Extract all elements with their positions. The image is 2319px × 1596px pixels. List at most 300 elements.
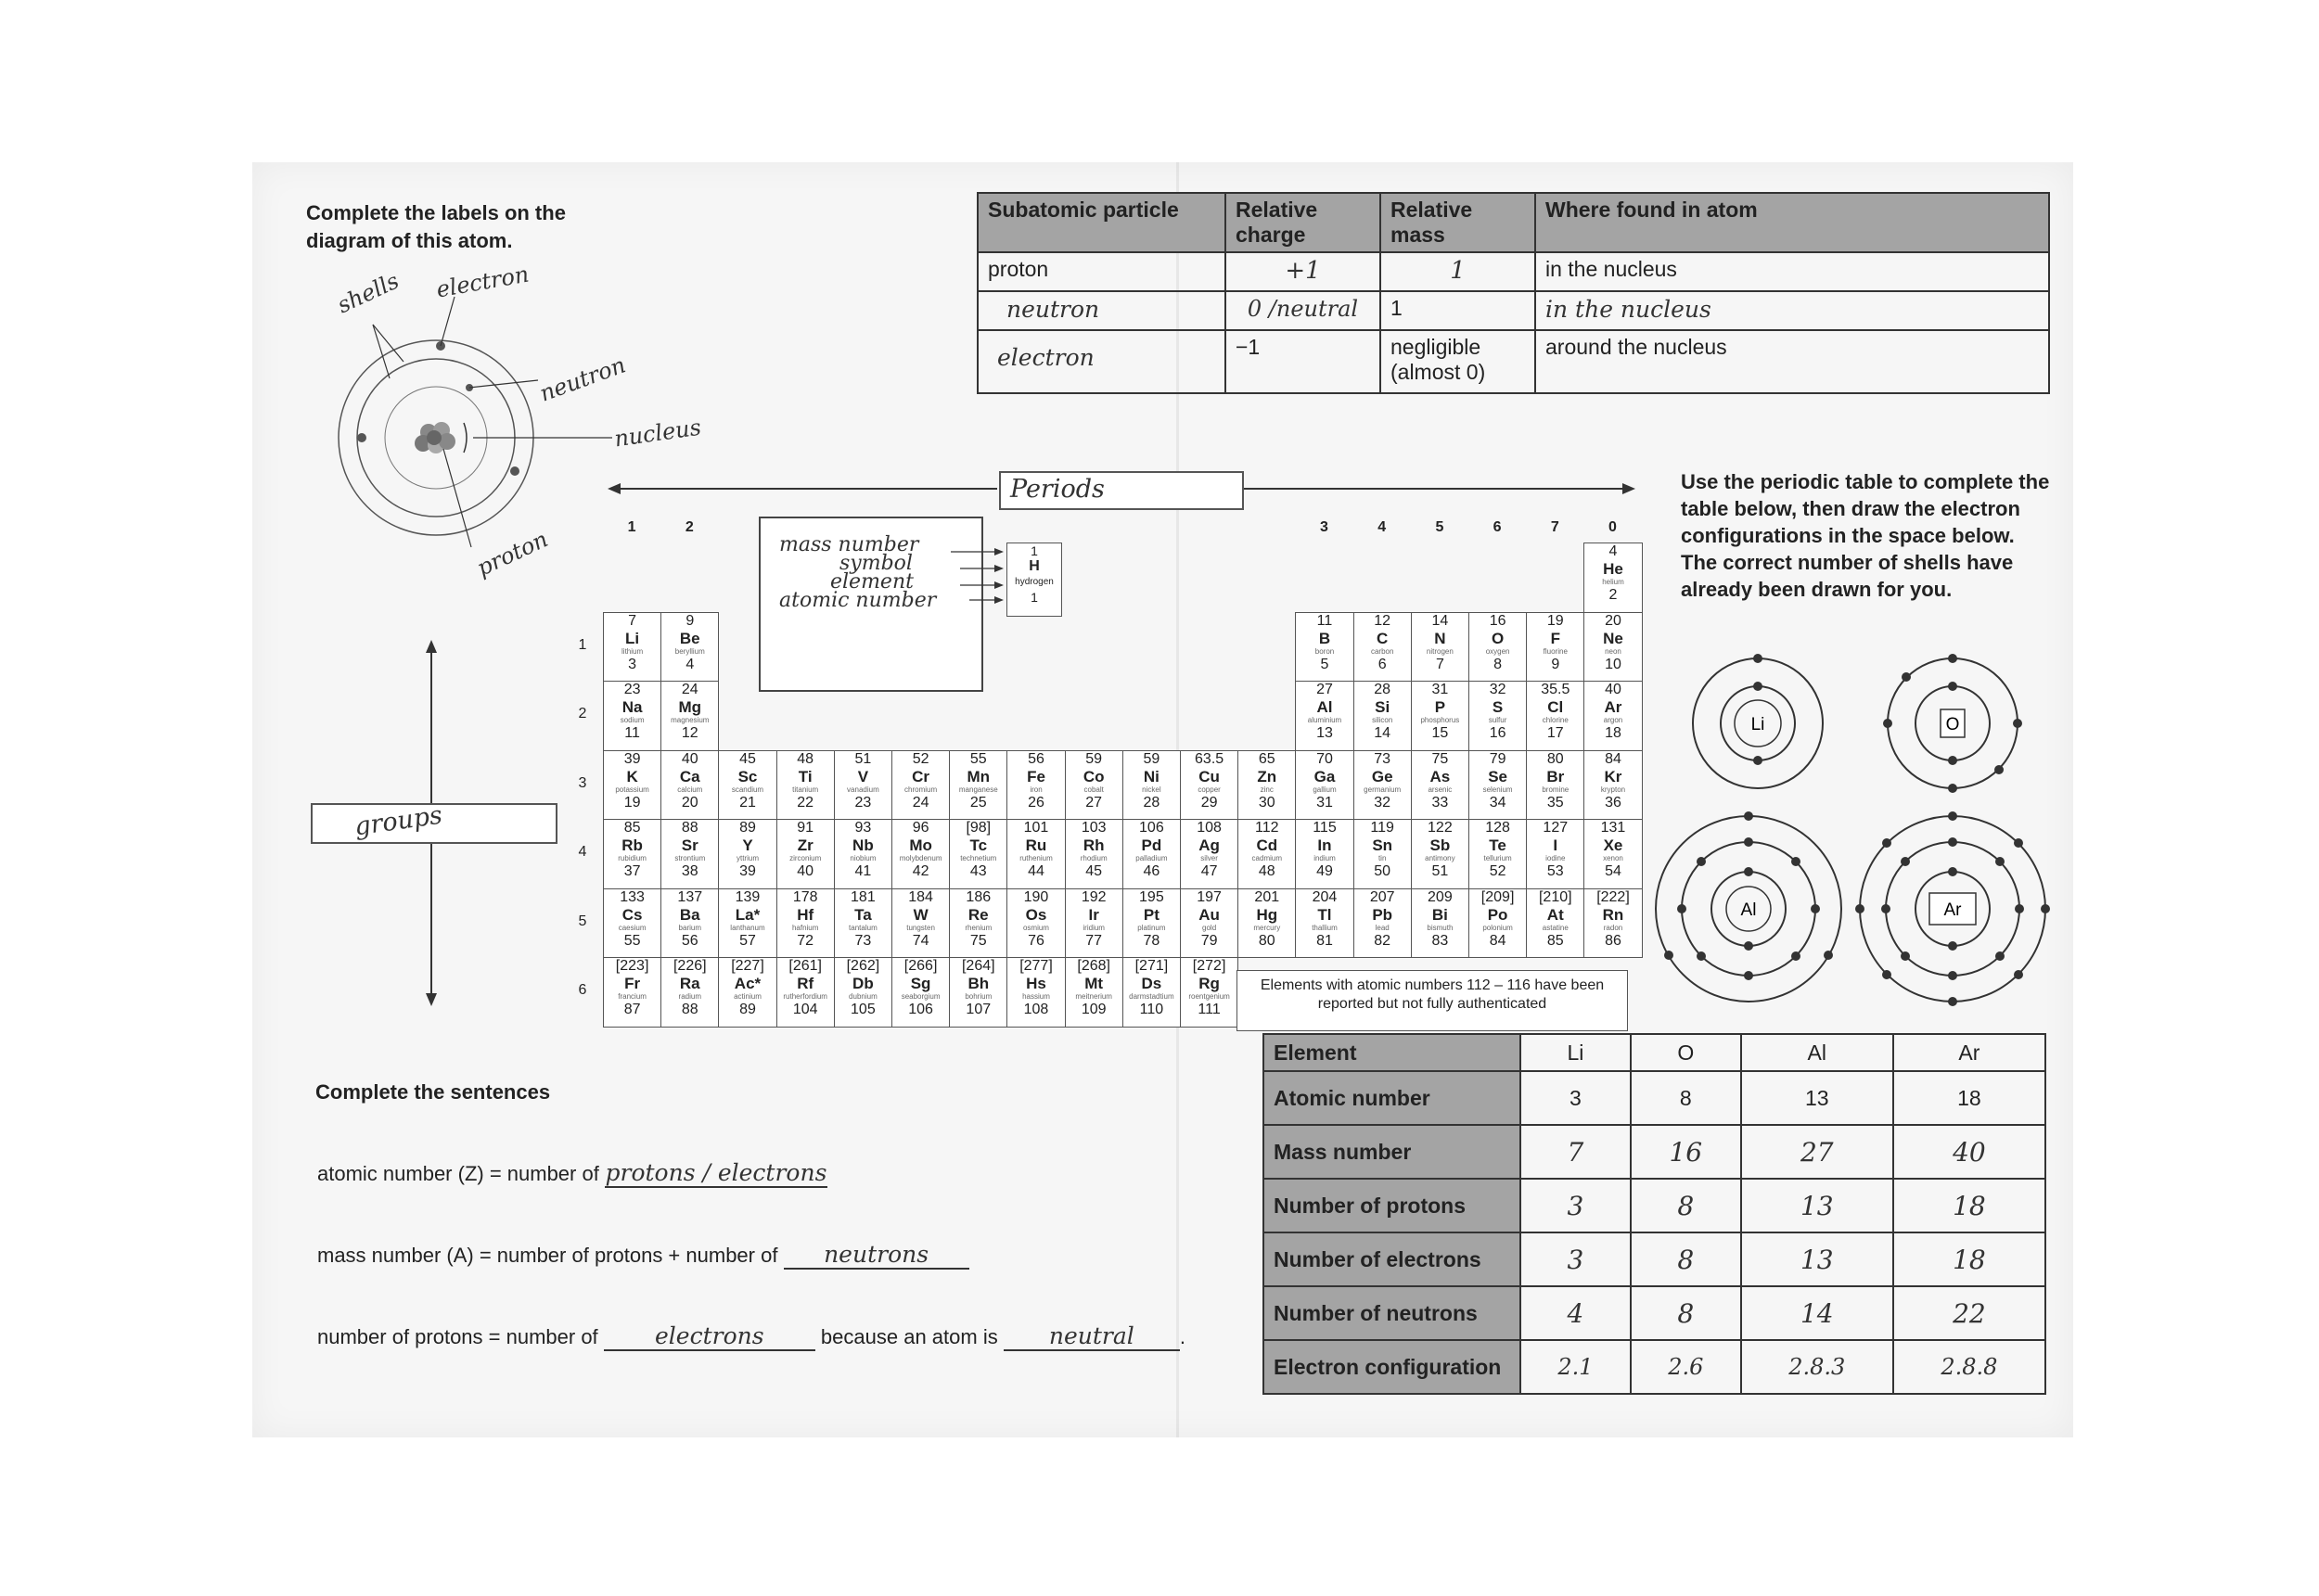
element-mass: 12 (1374, 612, 1391, 629)
element-mass: 70 (1316, 750, 1333, 767)
answer-cell[interactable]: 13 (1741, 1232, 1893, 1286)
electron-shell-diagrams (1651, 635, 2069, 1025)
element-mass: 16 (1489, 612, 1506, 629)
answer-cell[interactable]: 40 (1893, 1125, 2045, 1179)
element-atomic-number: 16 (1489, 725, 1506, 741)
element-atomic-number: 12 (681, 725, 698, 741)
element-mass: [262] (846, 958, 880, 974)
element-cell-in (1295, 819, 1353, 889)
answer-cell[interactable]: 18 (1893, 1179, 2045, 1232)
element-name: seaborgium (901, 992, 941, 1001)
sentence-3-prefix: number of protons = number of (317, 1325, 598, 1348)
element-name: rhenium (965, 923, 993, 932)
element-symbol: Cd (1256, 836, 1278, 854)
element-atomic-number: 38 (681, 863, 698, 879)
period-number: 5 (578, 913, 587, 929)
element-mass: 55 (969, 750, 987, 767)
element-cell-ge (1353, 750, 1412, 821)
element-name: krypton (1600, 785, 1626, 794)
group-number: 3 (1320, 519, 1328, 535)
element-atomic-number: 3 (628, 656, 637, 672)
atomic-number-row (1263, 1071, 2045, 1125)
value-cell: 8 (1631, 1071, 1741, 1125)
configuration-row (1263, 1340, 2045, 1394)
element-mass: 19 (1546, 612, 1564, 629)
element-cell-pb (1353, 888, 1412, 959)
answer-cell[interactable]: 2.1 (1520, 1340, 1631, 1394)
element-atomic-number: 41 (854, 863, 872, 879)
group-number: 2 (685, 519, 694, 535)
element-mass: 4 (1608, 543, 1618, 559)
groups-box[interactable] (311, 800, 557, 844)
element-cell-te (1468, 819, 1527, 889)
element-name: molybdenum (899, 854, 942, 862)
element-atomic-number: 44 (1028, 863, 1044, 879)
element-mass: [272] (1192, 958, 1226, 974)
element-name: niobium (850, 854, 877, 862)
element-mass: 103 (1081, 820, 1107, 836)
element-table (1262, 1033, 2046, 1395)
element-name: astatine (1542, 923, 1569, 932)
element-atomic-number: 39 (739, 863, 756, 879)
element-mass: [222] (1596, 888, 1630, 905)
element-cell-o (1468, 612, 1527, 683)
element-name: zirconium (789, 854, 822, 862)
element-name: tantalum (849, 923, 878, 932)
element-mass: 131 (1600, 820, 1626, 836)
element-cell-li (603, 612, 661, 683)
element-cell-cr (891, 750, 950, 821)
element-atomic-number: 88 (681, 1002, 698, 1017)
element-atomic-number: 107 (966, 1002, 992, 1017)
element-name: antimony (1425, 854, 1455, 862)
particle-cell[interactable]: electron (978, 330, 1225, 393)
subatomic-row (978, 252, 2049, 291)
key-example-name: hydrogen (1015, 577, 1054, 587)
element-atomic-number: 14 (1374, 725, 1391, 741)
element-symbol: O (1491, 629, 1505, 647)
element-cell-cs (603, 888, 661, 959)
element-cell-i (1526, 819, 1584, 889)
element-name: technetium (960, 854, 997, 862)
element-name: fluorine (1543, 646, 1568, 656)
subatomic-row (978, 291, 2049, 330)
element-cell-au (1180, 888, 1238, 959)
element-cell-w (891, 888, 950, 959)
element-name: chlorine (1542, 716, 1569, 724)
element-mass: 75 (1431, 750, 1449, 767)
element-name: germanium (1364, 785, 1402, 794)
element-name: magnesium (671, 716, 710, 724)
element-name: tungsten (906, 923, 935, 932)
answer-cell[interactable]: 27 (1741, 1125, 1893, 1179)
answer-cell[interactable]: 7 (1520, 1125, 1631, 1179)
element-mass: 80 (1546, 750, 1564, 767)
element-cell-se (1468, 750, 1527, 821)
row-label: Number of neutrons (1263, 1286, 1520, 1340)
element-name: platinum (1137, 923, 1166, 932)
period-number: 1 (578, 636, 587, 653)
element-cell-ag (1180, 819, 1238, 889)
periods-label: Periods (1010, 475, 1105, 504)
element-cell-he (1583, 543, 1642, 613)
element-name: zinc (1260, 785, 1274, 794)
answer-cell[interactable]: 8 (1631, 1179, 1741, 1232)
answer-cell[interactable]: 16 (1631, 1125, 1741, 1179)
element-name: strontium (674, 854, 706, 862)
element-cell-db (834, 957, 892, 1028)
element-mass: 27 (1316, 682, 1333, 697)
element-cell-at (1526, 888, 1584, 959)
element-symbol: S (1492, 698, 1504, 716)
element-name: barium (678, 923, 701, 932)
element-mass: 24 (681, 682, 698, 697)
element-symbol: Mg (678, 698, 702, 716)
element-symbol: Db (852, 975, 874, 992)
element-symbol: F (1550, 629, 1560, 647)
answer-cell[interactable]: 13 (1741, 1179, 1893, 1232)
element-symbol: Rb (621, 836, 643, 854)
element-symbol: Sb (1429, 836, 1451, 854)
element-cell-mo (891, 819, 950, 889)
element-atomic-number: 49 (1316, 863, 1333, 879)
li-atom-diagram (1693, 654, 1823, 788)
element-mass: 89 (739, 820, 756, 836)
element-symbol: At (1546, 905, 1564, 924)
element-name: titanium (792, 785, 819, 794)
element-mass: 181 (851, 888, 876, 905)
element-cell-rg (1180, 957, 1238, 1028)
key-example-number: 1 (1031, 590, 1038, 605)
element-symbol: Ir (1088, 905, 1099, 924)
element-symbol: P (1434, 698, 1446, 716)
element-cell-al (1295, 681, 1353, 751)
header-charge: Relative charge (1225, 193, 1380, 252)
element-mass: 178 (792, 888, 818, 905)
subatomic-particle-table (977, 192, 2050, 394)
element-name: bromine (1542, 785, 1569, 794)
sentence-3-answer[interactable]: electrons (604, 1322, 815, 1351)
element-cell-p (1411, 681, 1469, 751)
element-atomic-number: 55 (623, 932, 641, 949)
element-name: cobalt (1083, 785, 1104, 794)
element-name: mercury (1253, 923, 1281, 932)
element-cell-s (1468, 681, 1527, 751)
electrons-row (1263, 1232, 2045, 1286)
element-symbol: Bi (1431, 905, 1448, 924)
element-atomic-number: 20 (681, 794, 698, 811)
element-cell-kr (1583, 750, 1642, 821)
sentence-3: number of protons = number of electrons because an atom is neutral . (317, 1322, 1185, 1349)
element-cell-tc (949, 819, 1007, 889)
element-name: silicon (1372, 716, 1393, 724)
value-cell: 18 (1893, 1071, 2045, 1125)
element-atomic-number: 104 (792, 1002, 818, 1017)
element-name: argon (1603, 716, 1623, 724)
element-symbol: Al (1316, 698, 1333, 716)
element-symbol: Pb (1372, 905, 1393, 924)
element-atomic-number: 51 (1431, 863, 1449, 879)
element-mass: 192 (1081, 888, 1107, 905)
element-atomic-number: 72 (797, 932, 814, 949)
location-cell: in the nucleus (1535, 252, 2049, 291)
element-atomic-number: 24 (912, 794, 929, 811)
element-symbol: C (1377, 629, 1389, 647)
element-mass: 52 (912, 750, 929, 767)
element-symbol: Y (742, 836, 753, 854)
o-symbol: O (1945, 715, 1960, 734)
element-name: iodine (1545, 854, 1566, 862)
element-mass: [210] (1538, 888, 1572, 905)
element-name: lithium (621, 646, 644, 656)
element-name: helium (1602, 578, 1624, 586)
element-symbol: Mo (909, 836, 932, 854)
answer-cell[interactable]: 2.6 (1631, 1340, 1741, 1394)
element-cell-ni (1122, 750, 1181, 821)
element-atomic-number: 53 (1546, 863, 1564, 879)
element-symbol: Re (967, 905, 989, 924)
element-symbol: Cl (1547, 698, 1564, 716)
answer-cell[interactable]: 3 (1520, 1179, 1631, 1232)
element-atomic-number: 5 (1320, 656, 1329, 672)
group-number: 4 (1377, 519, 1387, 535)
element-mass: 207 (1369, 888, 1395, 905)
answer-cell[interactable]: 8 (1631, 1232, 1741, 1286)
header-particle: Subatomic particle (978, 193, 1225, 252)
element-symbol: V (857, 767, 869, 785)
element-mass: 137 (677, 888, 703, 905)
element-atomic-number: 81 (1316, 932, 1333, 949)
element-symbol: Sr (681, 836, 698, 854)
sentence-1-answer[interactable]: protons / electrons (605, 1159, 827, 1186)
element-symbol: Te (1489, 836, 1506, 854)
sentence-3-answer-2[interactable]: neutral (1004, 1322, 1180, 1351)
subatomic-row (978, 330, 2049, 393)
element-name: tin (1377, 854, 1387, 862)
answer-cell[interactable]: 14 (1741, 1286, 1893, 1340)
element-atomic-number: 29 (1200, 794, 1218, 811)
element-atomic-number: 78 (1143, 932, 1160, 949)
element-symbol: Cr (912, 767, 930, 785)
element-cell-sg (891, 957, 950, 1028)
element-symbol: Zn (1257, 767, 1277, 785)
element-symbol: Ru (1025, 836, 1047, 854)
element-cell-br (1526, 750, 1584, 821)
key-symbol: symbol (839, 552, 913, 575)
element-atomic-number: 40 (797, 863, 814, 879)
element-atomic-number: 21 (739, 794, 756, 811)
element-name: selenium (1482, 785, 1513, 794)
element-symbol: Fr (624, 975, 641, 992)
element-mass: 101 (1023, 820, 1049, 836)
element-symbol: Zr (797, 836, 814, 854)
element-name: oxygen (1485, 646, 1510, 656)
element-symbol: Si (1375, 698, 1390, 716)
element-ar: Ar (1893, 1034, 2045, 1071)
element-symbol: Ag (1198, 836, 1220, 854)
element-atomic-number: 108 (1023, 1002, 1049, 1017)
element-atomic-number: 27 (1085, 794, 1103, 811)
element-name: roentgenium (1188, 992, 1230, 1001)
period-number: 6 (578, 982, 587, 999)
sentence-1-prefix: atomic number (Z) = number of (317, 1162, 599, 1185)
element-atomic-number: 76 (1028, 932, 1044, 949)
element-atomic-number: 2 (1608, 587, 1618, 603)
element-cell-sc (718, 750, 776, 821)
element-name: bohrium (965, 992, 993, 1001)
element-cell-mn (949, 750, 1007, 821)
periodic-footnote: Elements with atomic numbers 112 – 116 have been reported but not fully authenticated (1236, 970, 1628, 1031)
element-symbol: He (1603, 560, 1623, 578)
element-atomic-number: 33 (1431, 794, 1449, 811)
charge-cell[interactable]: +1 (1225, 252, 1380, 291)
proton-label: proton (472, 526, 552, 581)
element-cell-bi (1411, 888, 1469, 959)
element-header-row (1263, 1034, 2045, 1071)
element-cell-b (1295, 612, 1353, 683)
element-name: phosphorus (1420, 716, 1460, 724)
element-atomic-number: 35 (1546, 794, 1564, 811)
element-cell-re (949, 888, 1007, 959)
element-symbol: I (1553, 836, 1558, 854)
element-mass: 209 (1428, 888, 1453, 905)
element-atomic-number: 9 (1551, 656, 1560, 672)
element-name: copper (1198, 785, 1221, 794)
element-atomic-number: 50 (1374, 863, 1391, 879)
element-mass: [277] (1019, 958, 1053, 974)
element-mass: 11 (1316, 612, 1333, 629)
mass-number-row (1263, 1125, 2045, 1179)
groups-label: groups (352, 800, 444, 842)
element-atomic-number: 85 (1546, 932, 1564, 949)
element-mass: 40 (681, 750, 698, 767)
element-cell-rn (1583, 888, 1642, 959)
element-atomic-number: 77 (1085, 932, 1103, 949)
mass-cell: 1 (1380, 291, 1535, 330)
element-name: lanthanum (730, 923, 765, 932)
element-atomic-number: 36 (1605, 794, 1621, 811)
element-name: thallium (1312, 923, 1338, 932)
answer-cell[interactable]: 22 (1893, 1286, 2045, 1340)
group-number: 0 (1608, 519, 1617, 535)
element-cell-rh (1065, 819, 1123, 889)
element-cell-pd (1122, 819, 1181, 889)
shells-label: shells (333, 267, 404, 319)
charge-cell[interactable]: 0 /neutral (1225, 291, 1380, 330)
element-mass: [266] (903, 958, 938, 974)
answer-cell[interactable]: 3 (1520, 1232, 1631, 1286)
key-atomic-number: atomic number (779, 589, 937, 612)
element-symbol: La* (735, 905, 761, 924)
element-cell-ga (1295, 750, 1353, 821)
element-atomic-number: 13 (1316, 725, 1333, 741)
element-name: yttrium (736, 854, 759, 862)
header-mass: Relative mass (1380, 193, 1535, 252)
element-cell-bh (949, 957, 1007, 1028)
answer-cell[interactable]: 2.8.8 (1893, 1340, 2045, 1394)
element-mass: [98] (966, 820, 992, 836)
element-atomic-number: 37 (623, 863, 641, 879)
element-mass: 65 (1258, 750, 1275, 767)
element-symbol: Os (1025, 905, 1047, 924)
nucleus-label: nucleus (612, 414, 703, 453)
element-atomic-number: 23 (854, 794, 872, 811)
element-atomic-number: 109 (1081, 1002, 1107, 1017)
element-symbol: Hg (1256, 905, 1278, 924)
element-atomic-number: 32 (1374, 794, 1391, 811)
element-cell-zn (1237, 750, 1296, 821)
element-name: chromium (904, 785, 938, 794)
element-symbol: N (1434, 629, 1446, 647)
protons-row (1263, 1179, 2045, 1232)
element-symbol: As (1429, 767, 1451, 785)
periods-box[interactable] (999, 471, 1244, 510)
element-name: rhodium (1080, 854, 1108, 862)
element-symbol: Pt (1143, 905, 1160, 924)
answer-cell[interactable]: 2.8.3 (1741, 1340, 1893, 1394)
element-name: rutherfordium (783, 992, 827, 1001)
element-mass: 20 (1605, 612, 1621, 629)
element-mass: 51 (854, 750, 872, 767)
element-cell-ca (660, 750, 719, 821)
element-name: bismuth (1427, 923, 1454, 932)
element-symbol: Sg (910, 975, 931, 992)
answer-cell[interactable]: 8 (1631, 1286, 1741, 1340)
mass-cell[interactable]: 1 (1380, 252, 1535, 291)
element-cell-ta (834, 888, 892, 959)
answer-cell[interactable]: 18 (1893, 1232, 2045, 1286)
element-atomic-number: 54 (1605, 863, 1621, 879)
answer-cell[interactable]: 4 (1520, 1286, 1631, 1340)
element-cell-c (1353, 612, 1412, 683)
element-cell-hs (1006, 957, 1065, 1028)
element-cell-ne (1583, 612, 1642, 683)
element-atomic-number: 89 (739, 1002, 756, 1017)
element-mass: [264] (961, 958, 995, 974)
element-symbol: Cu (1198, 767, 1220, 785)
element-name: nickel (1142, 785, 1161, 794)
row-label: Number of electrons (1263, 1232, 1520, 1286)
sentence-2-answer[interactable]: neutrons (784, 1241, 969, 1270)
element-symbol: Na (621, 698, 643, 716)
element-mass: 32 (1489, 682, 1506, 697)
element-atomic-number: 18 (1605, 725, 1621, 741)
element-name: palladium (1135, 854, 1168, 862)
element-name: lead (1375, 923, 1390, 932)
element-mass: [268] (1077, 958, 1110, 974)
element-symbol: Tl (1317, 905, 1332, 924)
element-cell-sr (660, 819, 719, 889)
period-number: 2 (578, 706, 587, 722)
particle-cell[interactable]: neutron (978, 291, 1225, 330)
element-symbol: Rg (1198, 975, 1220, 992)
element-atomic-number: 73 (854, 932, 872, 949)
element-cell-os (1006, 888, 1065, 959)
element-mass: 45 (739, 750, 756, 767)
key-mass-number: mass number (779, 533, 919, 556)
element-cell-mg (660, 681, 719, 751)
element-name: iron (1030, 785, 1043, 794)
row-label: Mass number (1263, 1125, 1520, 1179)
element-cell-ra (660, 957, 719, 1028)
element-name: arsenic (1428, 785, 1453, 794)
location-cell[interactable]: in the nucleus (1535, 291, 2049, 330)
sentences-heading: Complete the sentences (315, 1080, 551, 1104)
element-atomic-number: 26 (1028, 794, 1044, 811)
element-name: ruthenium (1019, 854, 1053, 862)
element-name: aluminium (1307, 716, 1342, 724)
element-atomic-number: 79 (1200, 932, 1218, 949)
